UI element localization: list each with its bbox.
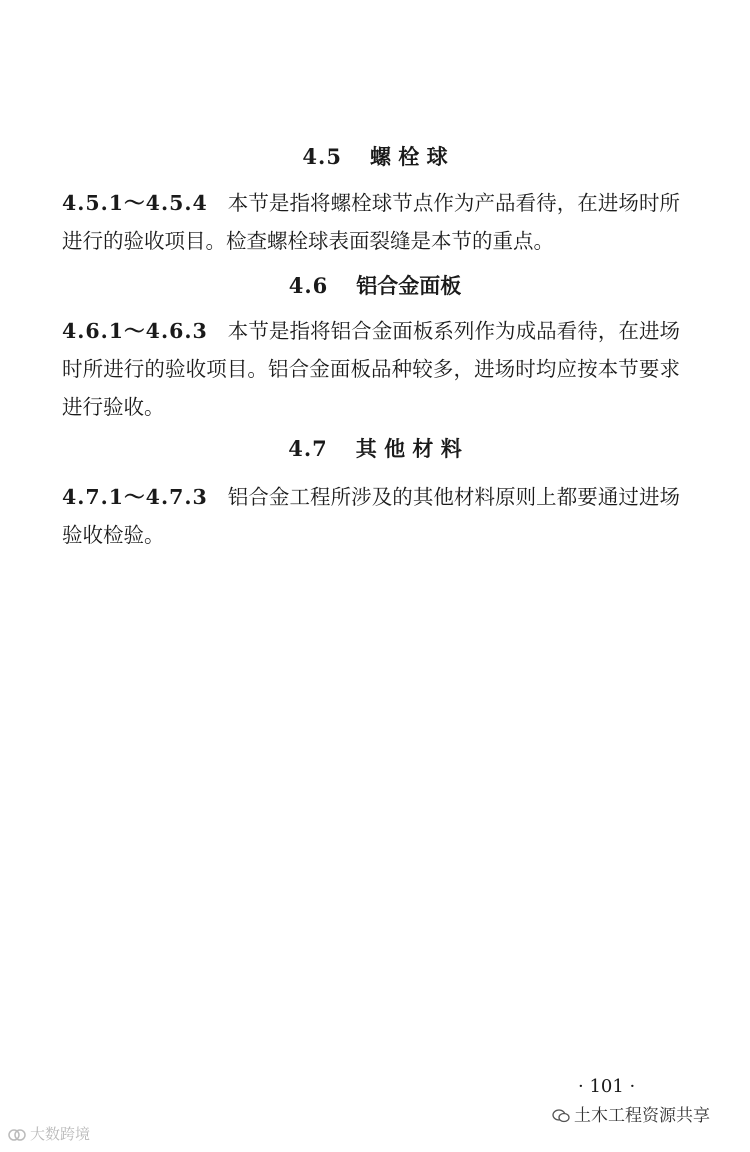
section-number: 4.5 <box>302 144 342 169</box>
watermark-left-text: 大数跨境 <box>30 1125 91 1143</box>
section-heading-4-6 <box>0 272 750 300</box>
clause-paragraph-4-5 <box>62 184 680 260</box>
clause-text: 本节是指将铝合金面板系列作为成品看待，在进场时所进行的验收项目。铝合金面板品种较多，进场时均应按本节要求进行验收。 <box>62 319 680 419</box>
section-heading-4-7 <box>0 435 750 463</box>
clause-number: 4.6.1～4.6.3 <box>62 319 208 343</box>
page-number: · 101 · <box>578 1076 636 1097</box>
logo-icon <box>8 1128 26 1142</box>
watermark-right-text: 土木工程资源共享 <box>574 1106 710 1126</box>
section-title: 铝合金面板 <box>356 274 462 298</box>
watermark-left <box>8 1124 90 1144</box>
clause-number: 4.7.1～4.7.3 <box>62 485 208 509</box>
wechat-icon <box>552 1109 570 1123</box>
section-number: 4.7 <box>288 436 328 461</box>
clause-text: 本节是指将螺栓球节点作为产品看待，在进场时所进行的验收项目。检查螺栓球表面裂缝是本节的重点。 <box>62 191 680 253</box>
section-heading-4-5 <box>0 143 750 171</box>
clause-text: 铝合金工程所涉及的其他材料原则上都要通过进场验收检验。 <box>62 485 680 547</box>
section-number: 4.6 <box>288 273 329 298</box>
clause-paragraph-4-7 <box>62 478 680 554</box>
section-title: 螺 栓 球 <box>369 145 448 169</box>
clause-paragraph-4-6 <box>62 312 680 426</box>
watermark-right <box>552 1104 710 1128</box>
clause-number: 4.5.1～4.5.4 <box>62 191 208 215</box>
section-title: 其 他 材 料 <box>355 437 462 461</box>
